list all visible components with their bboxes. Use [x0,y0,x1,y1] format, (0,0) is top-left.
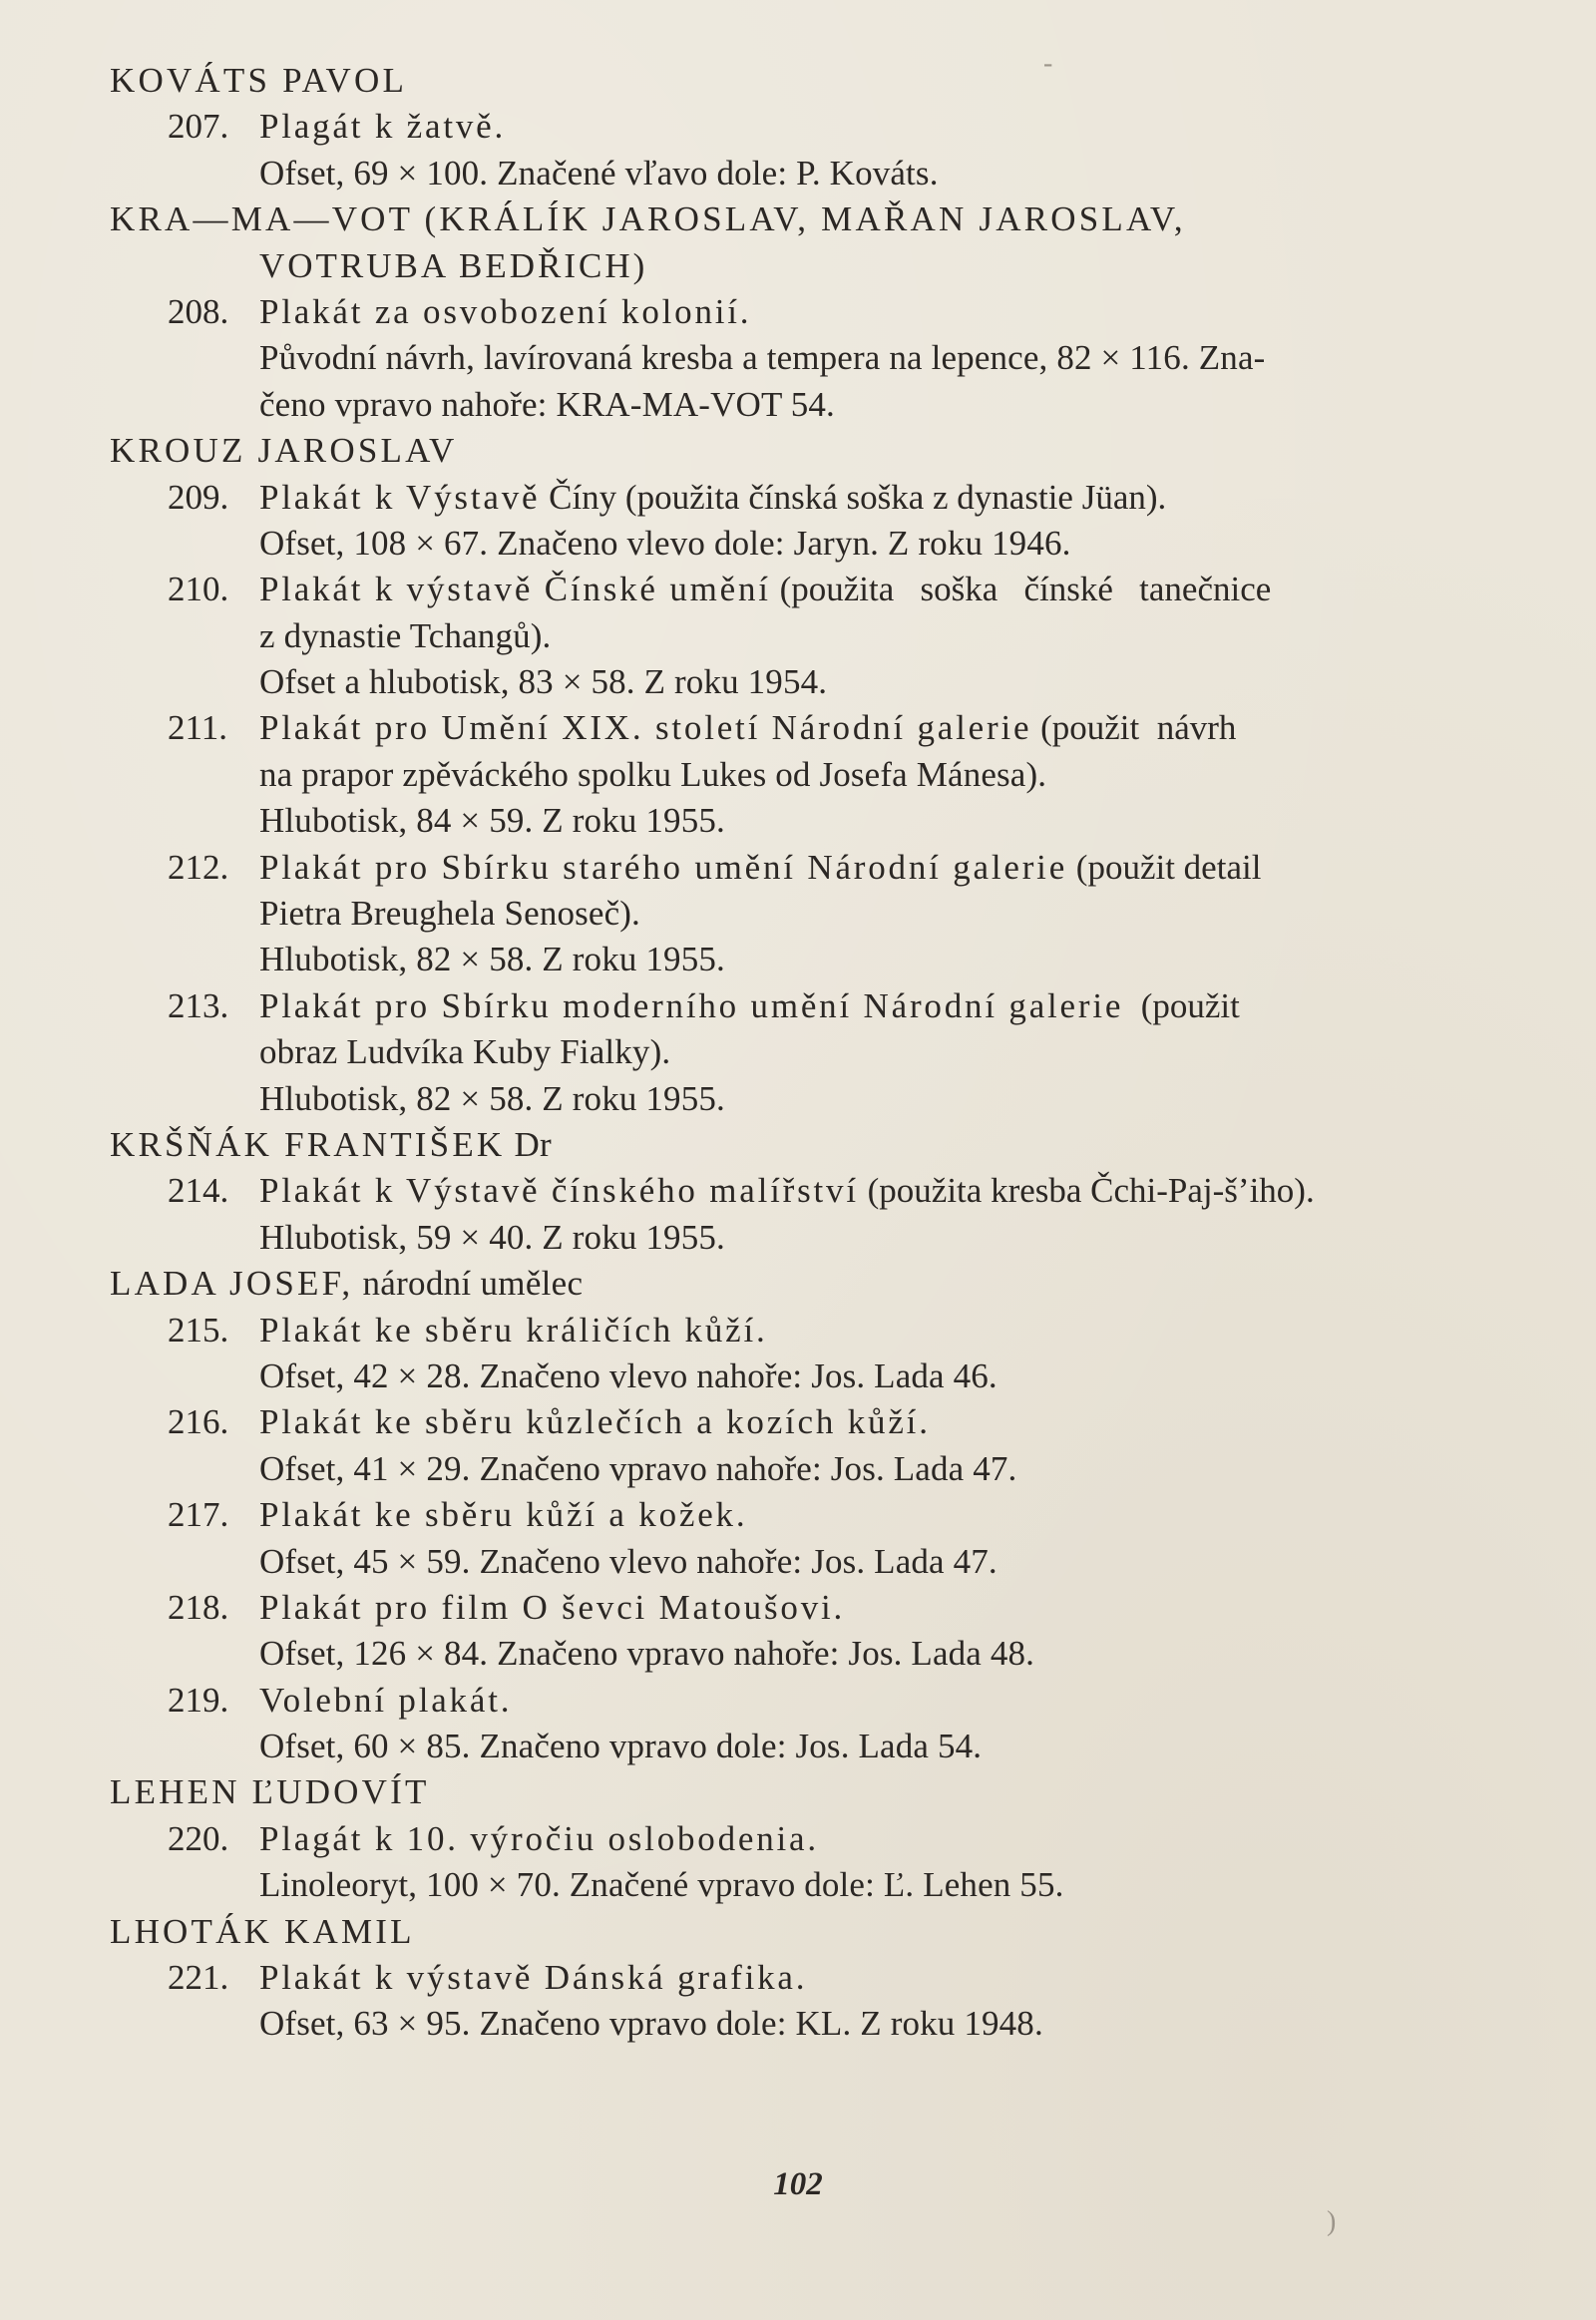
catalogue-entry [110,1399,1526,1445]
entry-title: Plakát za osvobození kolonií. [259,291,752,331]
catalogue-entry [110,1168,1526,1214]
detail-text: VOTRUBA BEDŘICH) [259,245,648,285]
entry-number: 215. [168,1310,229,1350]
entry-detail [110,1029,1526,1075]
entry-detail [110,613,1526,659]
detail-text: z dynastie Tchangů). [259,615,552,655]
catalogue-entry [110,983,1526,1029]
entry-number: 211. [168,708,227,748]
artist-name: KOVÁTS PAVOL [110,61,408,100]
entry-number: 219. [168,1680,229,1720]
entry-detail [110,382,1526,428]
artist-name: LHOTÁK KAMIL [110,1911,415,1951]
entry-title: Plakát pro Umění XIX. století Národní galerie [259,708,1032,748]
entry-detail [110,1539,1526,1585]
entry-note: (použit [1123,985,1240,1025]
catalogue-text [110,58,1526,2048]
entry-title: Plakát k Výstavě čínského malířství [259,1171,859,1211]
catalogue-entry [110,104,1526,150]
artist-name: KROUZ JAROSLAV [110,431,458,471]
entry-detail [110,798,1526,844]
entry-detail [110,521,1526,567]
detail-text: Hlubotisk, 82 × 58. Z roku 1955. [259,940,725,979]
entry-title: Plakát pro film O ševci Matoušovi. [259,1587,846,1627]
detail-text: na prapor zpěváckého spolku Lukes od Josefa Mánesa). [259,754,1047,794]
detail-text: Ofset, 42 × 28. Značeno vlevo nahoře: Jos. Lada 46. [259,1355,998,1395]
entry-number: 213. [168,985,229,1025]
detail-text: Ofset, 69 × 100. Značené vľavo dole: P. Kováts. [259,153,939,193]
detail-text: Ofset, 126 × 84. Značeno vpravo nahoře: Jos. Lada 48. [259,1634,1035,1674]
artist-name: KRA—MA—VOT (KRÁLÍK JAROSLAV, MAŘAN JAROSLAV, [110,199,1186,239]
artist-heading [110,1909,1526,1955]
entry-title: Plagát k 10. výročiu oslobodenia. [259,1818,819,1858]
detail-text: Ofset, 41 × 29. Značeno vpravo nahoře: Jos. Lada 47. [259,1448,1017,1488]
entry-detail [110,891,1526,937]
catalogue-entry [110,567,1526,612]
artist-heading [110,1261,1526,1307]
entry-number: 217. [168,1495,229,1535]
detail-text: Ofset, 63 × 95. Značeno vpravo dole: KL. Z roku 1948. [259,2004,1043,2044]
entry-detail [110,752,1526,798]
entry-number: 209. [168,477,229,517]
detail-text: Hlubotisk, 82 × 58. Z roku 1955. [259,1078,725,1118]
entry-detail [110,937,1526,982]
specks: - [1043,48,1053,79]
entry-note: Číny (použita čínská soška z dynastie Jüan). [540,477,1167,517]
entry-detail [110,1862,1526,1908]
artist-name: LADA JOSEF, [110,1264,354,1304]
entry-title: Plakát k výstavě Dánská grafika. [259,1958,808,1998]
page-number: 102 [773,2166,823,2202]
entry-note: (použit detail [1067,847,1262,887]
entry-title: Volební plakát. [259,1680,513,1720]
artist-heading [110,1122,1526,1168]
entry-number: 221. [168,1958,229,1998]
entry-number: 216. [168,1402,229,1442]
artist-note: národní umělec [353,1264,584,1304]
entry-number: 208. [168,291,229,331]
detail-text: Ofset, 60 × 85. Značeno vpravo dole: Jos. Lada 54. [259,1727,983,1766]
entry-detail [110,1446,1526,1492]
entry-detail [110,335,1526,381]
entry-title: Plakát ke sběru kůzlečích a kozích kůží. [259,1402,931,1442]
detail-text: obraz Ludvíka Kuby Fialky). [259,1032,671,1072]
artist-heading [110,428,1526,474]
entry-detail [110,659,1526,705]
detail-text: Pietra Breughela Senoseč). [259,894,640,934]
catalogue-entry [110,845,1526,891]
entry-number: 212. [168,847,229,887]
detail-text: Hlubotisk, 84 × 59. Z roku 1955. [259,801,725,841]
entry-detail [110,2001,1526,2047]
entry-title: Plakát ke sběru kůží a kožek. [259,1495,748,1535]
catalogue-entry [110,1678,1526,1724]
entry-note: (použita soška čínské tanečnice [770,570,1272,609]
detail-text: Ofset, 108 × 67. Značeno vlevo dole: Jaryn. Z roku 1946. [259,523,1071,563]
entry-note: (použita kresba Čchi-Paj-š’iho). [858,1171,1315,1211]
detail-text: Ofset, 45 × 59. Značeno vlevo nahoře: Jos. Lada 47. [259,1541,998,1581]
entry-number: 218. [168,1587,229,1627]
entry-detail [110,1724,1526,1769]
detail-text: Ofset a hlubotisk, 83 × 58. Z roku 1954. [259,662,828,702]
entry-detail [110,1353,1526,1399]
detail-text: Linoleoryt, 100 × 70. Značené vpravo dole: Ľ. Lehen 55. [259,1865,1064,1905]
pencil-mark: ) [1327,2206,1337,2237]
detail-text: Původní návrh, lavírovaná kresba a tempera na lepence, 82 × 116. Zna- [259,338,1266,378]
detail-text: čeno vpravo nahoře: KRA-MA-VOT 54. [259,384,835,424]
entry-number: 214. [168,1171,229,1211]
artist-heading [110,58,1526,104]
artist-name: KRŠŇÁK FRANTIŠEK [110,1124,506,1164]
catalogue-entry [110,705,1526,751]
entry-note: (použit návrh [1031,708,1237,748]
catalogue-entry [110,1492,1526,1538]
entry-detail [110,1215,1526,1261]
entry-title: Plagát k žatvě. [259,107,507,147]
entry-title: Plakát pro Sbírku moderního umění Národní galerie [259,985,1124,1025]
entry-detail [110,1076,1526,1122]
entry-detail [110,1631,1526,1677]
catalogue-entry [110,1816,1526,1862]
catalogue-entry [110,1308,1526,1353]
catalogue-entry [110,1585,1526,1631]
entry-title: Plakát ke sběru králičích kůží. [259,1310,768,1350]
entry-detail [110,243,1526,289]
entry-number: 207. [168,107,229,147]
detail-text: Hlubotisk, 59 × 40. Z roku 1955. [259,1217,725,1257]
artist-heading [110,1769,1526,1815]
artist-heading [110,196,1526,242]
entry-title: Plakát k výstavě Čínské umění [259,570,771,609]
entry-detail [110,151,1526,196]
artist-note: Dr [505,1124,552,1164]
catalogue-entry [110,475,1526,521]
entry-number: 220. [168,1818,229,1858]
catalogue-entry [110,289,1526,335]
artist-name: LEHEN ĽUDOVÍT [110,1772,430,1812]
catalogue-entry [110,1955,1526,2001]
entry-title: Plakát pro Sbírku starého umění Národní galerie [259,847,1068,887]
entry-number: 210. [168,570,229,609]
entry-title: Plakát k Výstavě [259,477,541,517]
